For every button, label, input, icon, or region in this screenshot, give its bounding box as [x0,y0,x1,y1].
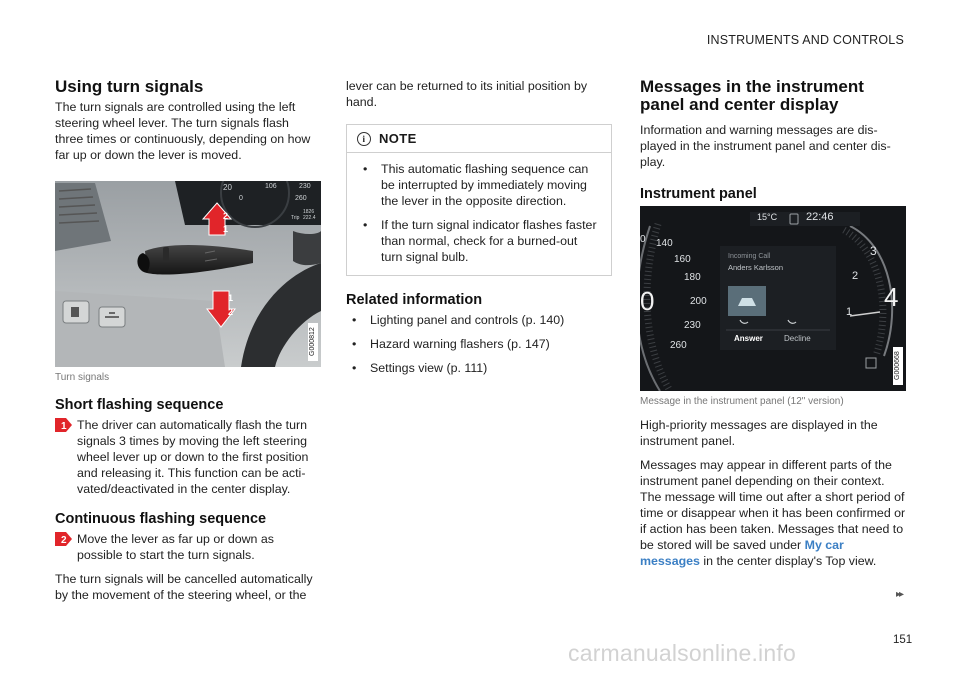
dash-readout-odo-bottom: 222.4 [303,215,316,221]
dash-readout-trip: Trip [291,215,300,221]
caller-name: Anders Karlsson [728,263,784,272]
column-messages [640,78,906,569]
related-link[interactable] [346,360,612,376]
speed-tick: 160 [674,254,691,265]
my-car-messages-link[interactable]: My car messages [640,538,844,568]
note-header [347,131,611,153]
page-number: 151 [893,634,913,646]
note-bullet-text: This automatic flashing sequence can be interrupted by immediately moving the lever in the opposite direction. [381,162,589,208]
bullet-dot: • [363,162,368,176]
figure-code: G000812 [308,323,318,361]
speed-tick: 230 [684,320,701,331]
instrument-panel-figure [640,206,906,391]
speed-tick: 180 [684,272,701,283]
related-link[interactable] [346,312,612,328]
cluster-time: 22:46 [806,211,834,223]
messages-p1: High-priority messages are displayed in the instrument panel. [640,418,878,448]
rpm-tick: 1 [846,306,853,318]
figure-mark-1-down: 1 [228,293,234,303]
speed-tick: 140 [656,238,673,249]
dash-readout-right: 230 [299,183,311,190]
step-1-number: 1 [61,421,67,432]
step-2-number: 2 [61,535,67,546]
dash-readout-center: 106 [265,183,277,190]
current-speed: 0 [640,286,655,316]
section-title-messages: Messages in the instrument panel and center display [640,77,864,114]
dash-readout-zero: 0 [239,195,243,202]
turn-signal-figure [55,181,321,367]
dash-readout-speed-right: 260 [295,195,307,202]
turn-signal-illustration [55,181,321,367]
incoming-call-label: Incoming Call [728,253,771,260]
continuous-flash-text: Move the lever as far up or down as possible to start the turn signals. [77,532,274,562]
decline-button[interactable]: Decline [784,334,811,343]
messages-p2 [640,457,906,569]
dash-readout-odo-top: 1826 [303,209,315,215]
running-head: INSTRUMENTS AND CONTROLS [706,33,904,47]
related-link[interactable] [346,336,612,352]
figure-caption: Message in the instrument panel (12" version) [640,396,844,407]
turn-signals-intro: The turn signals are controlled using the left steering wheel lever. The turn signals flash three times or continuously, depending on how far up or down the lever is moved. [55,100,311,162]
messages-p2-start: Messages may appear in different parts of the instrument panel depending on their context. The message will time out after a short period of time or disappear when it has been confirmed or if action has been taken. Messages that need to be stored will be saved under [640,458,906,552]
info-icon: i [357,132,371,146]
messages-p2-end: in the center display's Top view. [699,554,877,568]
bullet-dot: • [363,218,368,232]
speed-tick: 260 [670,340,687,351]
note-bullet [357,161,601,209]
note-box [346,124,612,276]
watermark: carmanualsonline.info [568,640,796,666]
column-continued [346,78,612,376]
figure-mark-2-up: 2 [223,211,229,221]
note-bullet-text: If the turn signal indicator flashes faster than normal, check for a burned-out turn signal bulb. [381,218,597,264]
instrument-panel-illustration [640,206,906,391]
speed-tick-zero-top: 0 [640,234,646,245]
section-title-turn-signals: Using turn signals [55,77,204,96]
related-link-lighting[interactable]: Lighting panel and controls (p. 140) [370,313,565,327]
continuous-flash-title: Continuous flashing sequence [55,511,267,527]
rpm-tick: 3 [870,244,877,258]
speed-tick: 200 [690,296,707,307]
related-link-hazard[interactable]: Hazard warning flashers (p. 147) [370,337,550,351]
dash-readout-left: 20 [223,183,232,192]
related-link-settings[interactable]: Settings view (p. 111) [370,361,488,375]
bullet-dot: • [352,337,357,351]
figure-code: G000668 [893,347,903,385]
rpm-tick: 2 [852,270,859,282]
note-bullet [357,217,601,265]
answer-button[interactable]: Answer [734,334,763,343]
short-flash-item [55,417,320,497]
gear-indicator: 4 [884,282,899,312]
column-turn-signals [55,78,320,603]
bullet-dot: • [352,361,357,375]
cancel-text: The turn signals will be cancelled automatically by the movement of the steering wheel, or the [55,572,313,602]
bullet-dot: • [352,313,357,327]
related-info-title: Related information [346,292,483,308]
figure-mark-2-down: 2 [228,307,234,317]
short-flash-text: The driver can automatically flash the turn signals 3 times by moving the left steering wheel lever up or down to the first position and releasing it. This function can be acti-vated/deactivated in the center display. [77,418,309,496]
figure-mark-1-up: 1 [223,224,229,234]
messages-intro: Information and warning messages are dis-played in the instrument panel and center dis-play. [640,123,891,169]
continue-arrows-icon: ▸▸ [896,589,903,600]
continuous-flash-item [55,531,320,563]
short-flash-title: Short flashing sequence [55,397,224,413]
note-label: NOTE [379,131,417,146]
step-1-icon [55,418,72,432]
figure-caption: Turn signals [55,372,110,383]
step-2-icon [55,532,72,546]
cluster-temp: 15°C [757,212,778,222]
instrument-panel-title: Instrument panel [640,186,757,202]
continued-text: lever can be returned to its initial position by hand. [346,79,588,109]
